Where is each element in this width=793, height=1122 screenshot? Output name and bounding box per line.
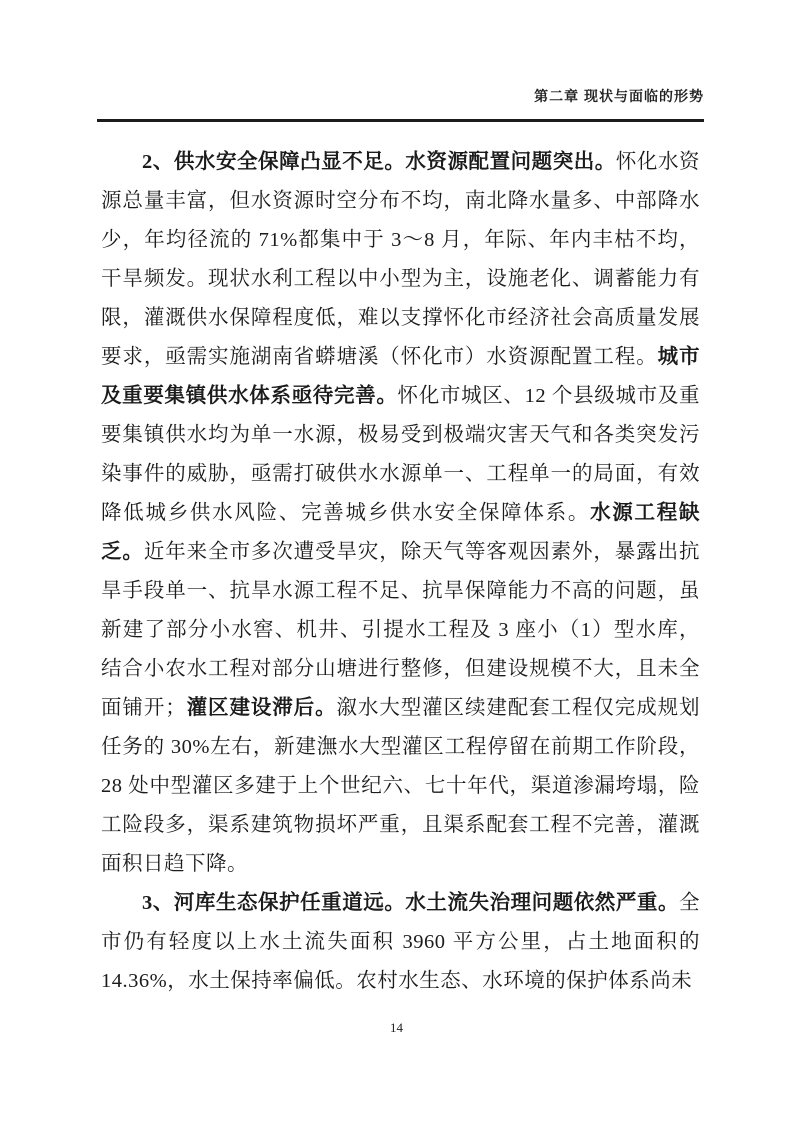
paragraph <box>101 143 700 884</box>
document-body <box>101 143 700 1001</box>
text-segment: 城市及重要集镇供水体系亟待完善。 <box>101 346 701 407</box>
text-segment: 近年来全市多次遭受旱灾，除天气等客观因素外，暴露出抗旱手段单一、抗旱水源工程不足、抗旱保障能力不高的问题，虽新建了部分小水窖、机井、引提水工程及 3 座小（1）型水库，结合小农水工程对部分山塘进行整修，但建设规模不大，且未全面铺开； <box>101 541 701 719</box>
paragraph <box>101 884 700 1001</box>
text-segment: 怀化市城区、12 个县级城市及重要集镇供水均为单一水源，极易受到极端灾害天气和各类突发污染事件的威胁，亟需打破供水水源单一、工程单一的局面，有效降低城乡供水风险、完善城乡供水安全保障体系。 <box>101 385 701 524</box>
text-segment: 灌区建设滞后。 <box>186 697 337 719</box>
chapter-header: 第二章 现状与面临的形势 <box>534 88 704 104</box>
text-segment: 全市仍有轻度以上水土流失面积 3960 平方公里，占土地面积的 14.36%，水土保持率偏低。农村水生态、水环境的保护体系尚未 <box>101 892 700 992</box>
text-segment: 2、供水安全保障凸显不足。水资源配置问题突出。 <box>142 151 616 173</box>
text-segment: 水源工程缺乏。 <box>101 502 701 563</box>
text-segment: 怀化水资源总量丰富，但水资源时空分布不均，南北降水量多、中部降水少，年均径流的 71%都集中于 3～8 月，年际、年内丰枯不均，干旱频发。现状水利工程以中小型为主，设施老化、调蓄能力有限，灌溉供水保障程度低，难以支撑怀化市经济社会高质量发展要求，亟需实施湖南省蟒塘溪（怀化市）水资源配置工程。 <box>101 151 701 368</box>
text-segment: 3、河库生态保护任重道远。水土流失治理问题依然严重。 <box>142 892 679 914</box>
page-number: 14 <box>390 1020 403 1035</box>
header-rule <box>97 119 704 122</box>
text-segment: 溆水大型灌区续建配套工程仅完成规划任务的 30%左右，新建潕水大型灌区工程停留在前期工作阶段，28 处中型灌区多建于上个世纪六、七十年代，渠道渗漏垮塌，险工险段多，渠系建筑物损坏严重，且渠系配套工程不完善，灌溉面积日趋下降。 <box>101 697 701 875</box>
